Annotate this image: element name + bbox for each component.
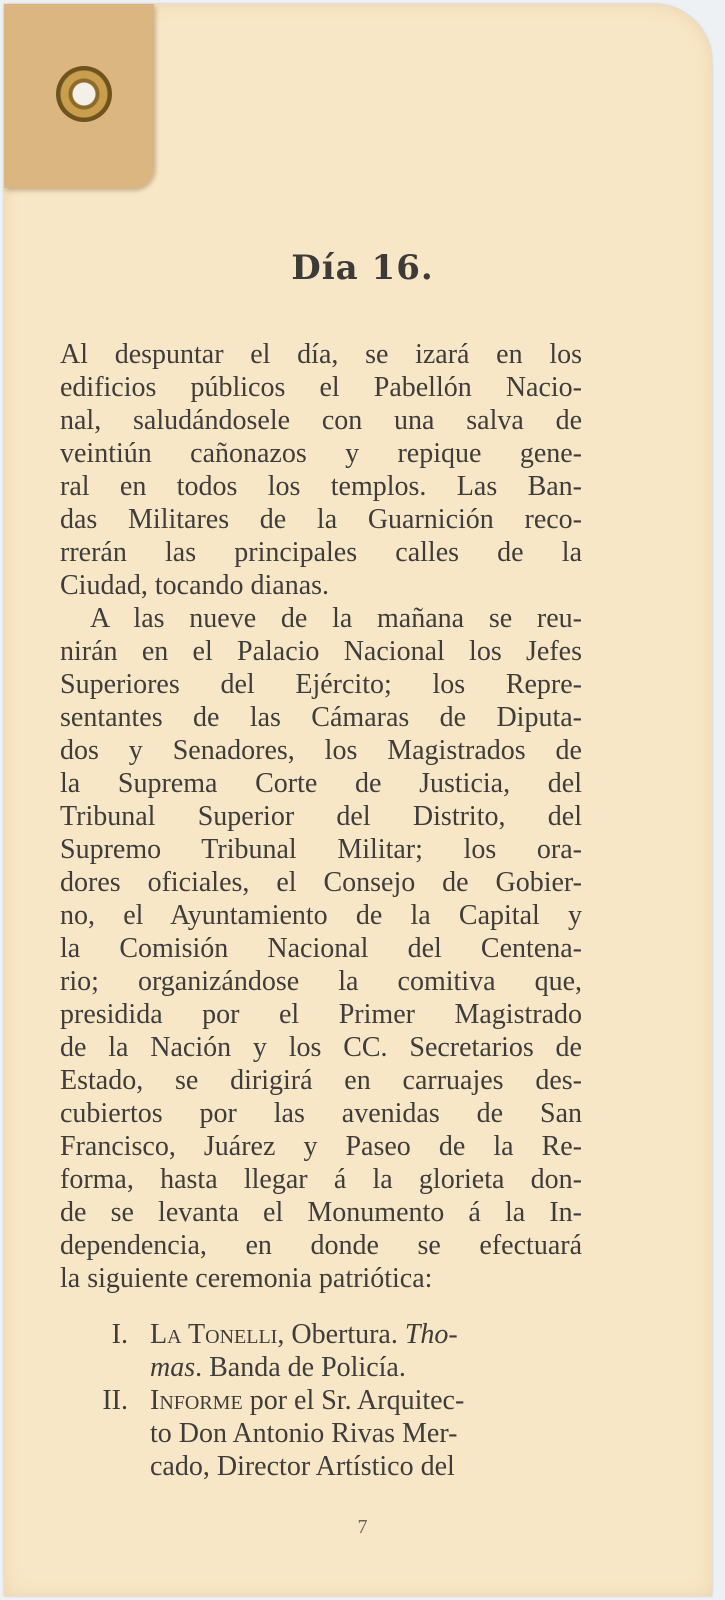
- text-line: sentantes de las Cámaras de Diputa-: [60, 702, 582, 733]
- text-line: Tribunal Superior del Distrito, del: [60, 801, 582, 832]
- text-line: Estado, se dirigirá en carruajes des-: [60, 1065, 582, 1096]
- text-line: A las nueve de la mañana se reu-: [90, 603, 582, 634]
- text-line: nal, saludándosele con una salva de: [60, 405, 582, 436]
- grommet-ring-icon: [56, 66, 112, 122]
- text-line: rio; organizándose la comitiva que,: [60, 966, 582, 997]
- item-lead: La Tonelli: [150, 1319, 278, 1350]
- item-italic-text: mas: [150, 1352, 196, 1383]
- text-line: la Comisión Nacional del Centena-: [60, 933, 582, 964]
- item-text: , Obertura.: [277, 1319, 398, 1350]
- text-line: dores oficiales, el Consejo de Gobier-: [60, 867, 582, 898]
- text-line: Al despuntar el día, se izará en los: [60, 339, 582, 370]
- binding-tab: [4, 4, 154, 188]
- page-number: 7: [357, 1516, 368, 1538]
- text-line: de la Nación y los CC. Secretarios de: [60, 1032, 582, 1063]
- text-line: presidida por el Primer Magistrado: [60, 999, 582, 1030]
- text-line: Ciudad, tocando dianas.: [60, 570, 330, 601]
- item-italic-text: Tho-: [404, 1319, 458, 1350]
- text-line: das Militares de la Guarnición reco-: [60, 504, 582, 535]
- program-item: [60, 1384, 582, 1483]
- text-line: forma, hasta llegar á la glorieta don-: [60, 1164, 582, 1195]
- text-line: dos y Senadores, los Magistrados de: [60, 735, 582, 766]
- program-item: [60, 1318, 582, 1384]
- ceremony-program-list: [60, 1318, 582, 1483]
- item-line: cado, Director Artístico del: [150, 1451, 455, 1482]
- item-line: [150, 1351, 582, 1384]
- text-line: ral en todos los templos. Las Ban-: [60, 471, 582, 502]
- text-line: la siguiente ceremonia patriótica:: [60, 1263, 433, 1294]
- item-numeral: II.: [102, 1385, 128, 1416]
- body-text: [60, 338, 582, 1295]
- text-line: cubiertos por las avenidas de San: [60, 1098, 582, 1129]
- text-line: veintiún cañonazos y repique gene-: [60, 438, 582, 469]
- text-line: Superiores del Ejército; los Repre-: [60, 669, 582, 700]
- paragraph-2: [60, 602, 582, 1295]
- text-line: de se levanta el Monumento á la In-: [60, 1197, 582, 1228]
- item-line: [150, 1318, 582, 1351]
- text-line: edificios públicos el Pabellón Nacio-: [60, 372, 582, 403]
- page-title: Día 16.: [291, 248, 434, 288]
- text-line: rrerán las principales calles de la: [60, 537, 582, 568]
- text-line: Francisco, Juárez y Paseo de la Re-: [60, 1131, 582, 1162]
- text-line: nirán en el Palacio Nacional los Jefes: [60, 636, 582, 667]
- item-line: [150, 1384, 582, 1417]
- text-line: Supremo Tribunal Militar; los ora-: [60, 834, 582, 865]
- item-text: . Banda de Policía.: [195, 1352, 406, 1383]
- item-numeral: I.: [111, 1319, 128, 1350]
- text-line: la Suprema Corte de Justicia, del: [60, 768, 582, 799]
- item-lead: Informe: [150, 1385, 243, 1416]
- text-line: no, el Ayuntamiento de la Capital y: [60, 900, 582, 931]
- paragraph-1: [60, 338, 582, 602]
- item-text: por el Sr. Arquitec-: [242, 1385, 465, 1416]
- item-line: to Don Antonio Rivas Mer-: [150, 1418, 458, 1449]
- text-line: dependencia, en donde se efectuará: [60, 1230, 582, 1261]
